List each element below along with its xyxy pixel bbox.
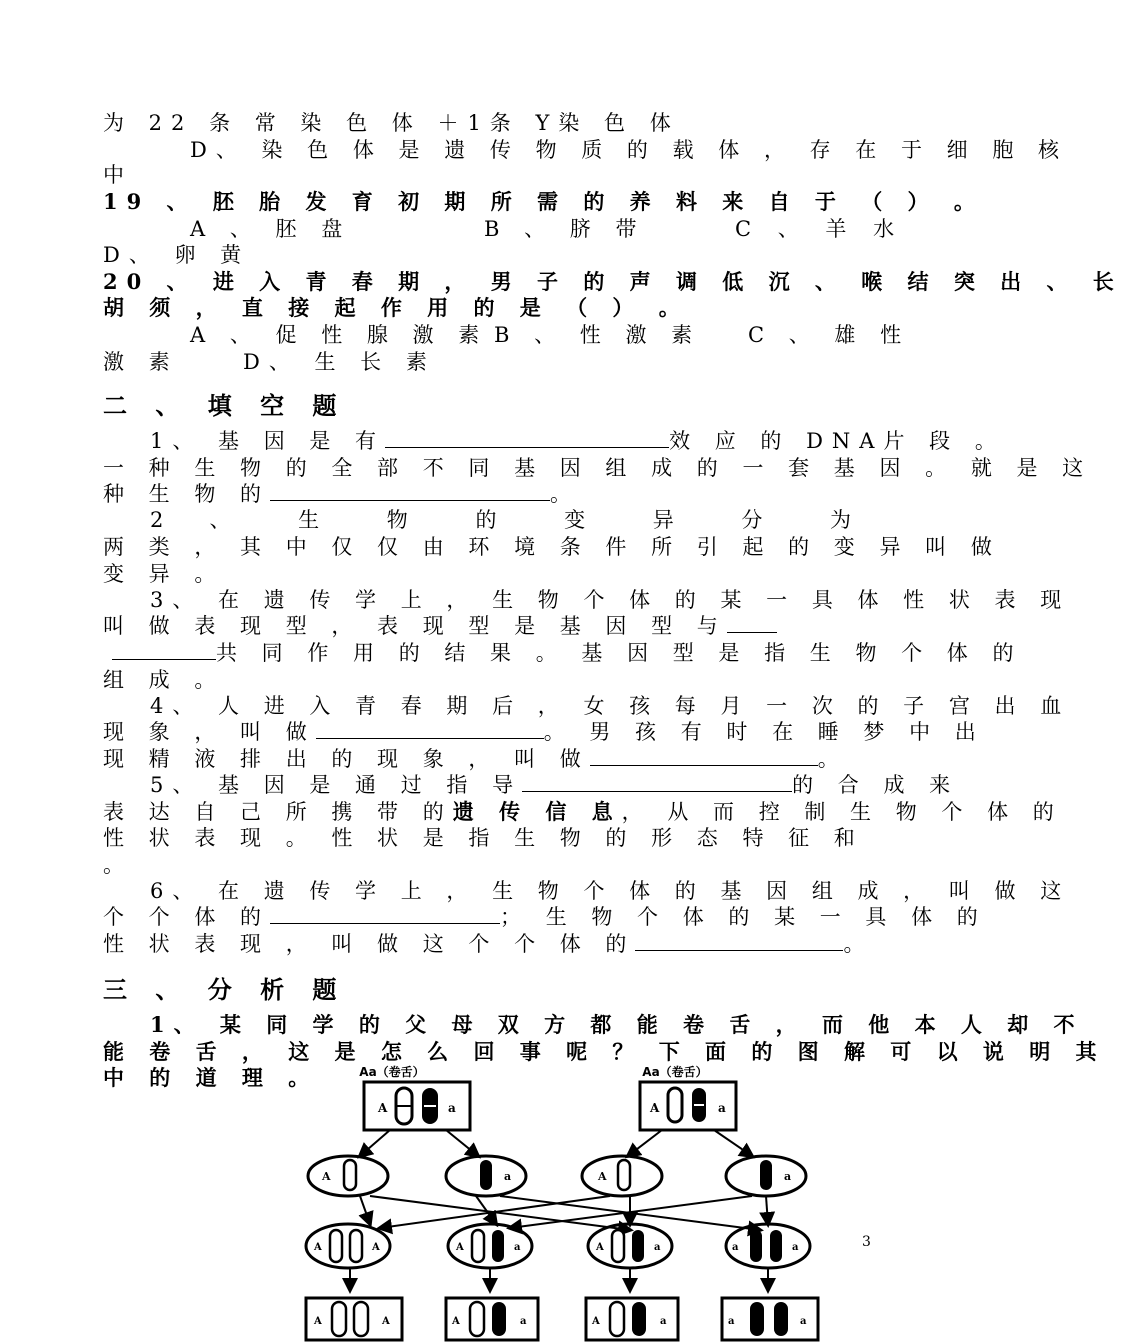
fill-2: 2 、 生 物 的 变 异 分 为 [150,508,860,532]
text-line: 为 22 条 常 染 色 体 ＋1条 Y染 色 体 [103,111,680,135]
page-number: 3 [862,1234,871,1250]
svg-text:a: a [784,1170,792,1183]
option-a: A 、 促 性 腺 激 素 [190,323,489,347]
fill-1: 1、 基 因 是 有 效 应 的 DNA片 段 。 [150,429,1005,453]
svg-text:a: a [800,1316,807,1327]
fill-4-cont: 现 象 ， 叫 做 。 男 孩 有 时 在 睡 梦 中 出 [103,720,985,744]
section-heading: 二 、 填 空 题 [103,391,347,420]
fill-4-cont: 现 精 液 排 出 的 现 象 ， 叫 做 。 [103,747,848,771]
fill-5-cont: 性 状 表 现 。 性 状 是 指 生 物 的 形 态 特 征 和 [103,826,864,850]
svg-text:a: a [448,1101,456,1115]
svg-text:A: A [372,1242,380,1253]
fill-6-cont: 个 个 体 的 ； 生 物 个 体 的 某 一 具 体 的 [103,905,987,929]
offspring-aa [722,1298,818,1340]
option-d: D、 生 长 素 [243,350,436,374]
fill-6-cont: 性 状 表 现 ， 叫 做 这 个 个 体 的 。 [103,932,874,956]
analysis-1-cont: 中 的 道 理 。 [103,1065,319,1090]
blank[interactable] [112,641,216,660]
option-b: B 、 性 激 素 [494,323,702,347]
parent-right-label: Aa（卷舌） [642,1065,708,1079]
analysis-1: 1、 某 同 学 的 父 母 双 方 都 能 卷 舌 ， 而 他 本 人 却 不 [150,1012,1084,1037]
option-d: D、 卵 黄 [103,243,251,267]
parent-left-box [364,1082,470,1130]
option-a: A 、 胚 盘 [190,217,352,241]
blank[interactable] [385,429,669,448]
zygote-aa [726,1224,810,1268]
svg-text:a: a [504,1170,512,1183]
blank[interactable] [590,747,818,766]
svg-text:A: A [456,1242,464,1253]
zygote-Aa-2 [588,1224,672,1268]
svg-text:a: a [520,1316,527,1327]
svg-text:A: A [314,1242,322,1253]
fill-3: 3、 在 遗 传 学 上 ， 生 物 个 体 的 某 一 具 体 性 状 表 现 [150,588,1071,612]
svg-text:A: A [322,1170,331,1183]
blank[interactable] [316,720,544,739]
fill-1-cont: 一 种 生 物 的 全 部 不 同 基 因 组 成 的 一 套 基 因 。 就 是 这 [103,456,1093,480]
parent-left-label: Aa（卷舌） [359,1065,425,1079]
zygote-Aa-1 [448,1224,532,1268]
fill-4: 4、 人 进 入 青 春 期 后 ， 女 孩 每 月 一 次 的 子 宫 出 血 [150,694,1071,718]
question-20: 20 、 进 入 青 春 期 ， 男 子 的 声 调 低 沉 、 喉 结 突 出 、 长 [103,269,1123,294]
svg-text:A: A [592,1316,600,1327]
svg-text:A: A [382,1316,390,1327]
blank[interactable] [270,905,500,924]
gamete-a-right [726,1156,806,1196]
svg-text:a: a [654,1242,661,1253]
svg-text:A: A [650,1101,660,1115]
gamete-A-right [582,1156,662,1196]
fill-3-cont: 共 同 作 用 的 结 果 。 基 因 型 是 指 生 物 个 体 的 [112,640,860,666]
svg-text:A: A [596,1242,604,1253]
offspring-AA [306,1298,402,1340]
svg-text:A: A [314,1316,322,1327]
fill-6: 6、 在 遗 传 学 上 ， 生 物 个 体 的 基 因 组 成 ， 叫 做 这 [150,879,1071,903]
analysis-1-cont: 能 卷 舌 ， 这 是 怎 么 回 事 呢 ？ 下 面 的 图 解 可 以 说 明 其 [103,1039,1106,1064]
fill-5: 5、 基 因 是 通 过 指 导 的 合 成 来 [150,773,960,797]
blank[interactable] [270,482,550,501]
text-line: 中 [103,163,133,187]
svg-text:A: A [598,1170,607,1183]
svg-text:a: a [732,1242,739,1253]
option-c: C 、 雄 性 [748,323,911,347]
svg-text:a: a [718,1101,726,1115]
inheritance-diagram [300,1062,840,1342]
gamete-a-left [446,1156,526,1196]
gamete-A-left [308,1156,388,1196]
svg-text:a: a [514,1242,521,1253]
fill-5-cont: 表 达 自 己 所 携 带 的遗 传 信 息， 从 而 控 制 生 物 个 体 的 [103,799,1063,824]
svg-text:a: a [728,1316,735,1327]
option-d: D、 染 色 体 是 遗 传 物 质 的 载 体 ， 存 在 于 细 胞 核 [190,138,1068,162]
zygote-AA [306,1224,390,1268]
question-20-cont: 胡 须 ， 直 接 起 作 用 的 是 （ ） 。 [103,295,689,320]
fill-1-cont: 种 生 物 的 。 [103,482,581,506]
option-b: B 、 脐 带 [484,217,646,241]
offspring-Aa-2 [586,1298,678,1340]
offspring-Aa-1 [446,1298,538,1340]
svg-text:a: a [792,1242,799,1253]
svg-text:A: A [452,1316,460,1327]
svg-text:a: a [660,1316,667,1327]
parent-right-box [640,1082,736,1130]
option-c-cont: 激 素 [103,350,179,374]
option-c: C 、 羊 水 [735,217,905,241]
fill-2-cont: 变 异 。 [103,562,225,586]
section-heading: 三 、 分 析 题 [103,975,347,1004]
fill-3-cont: 组 成 。 [103,668,225,692]
svg-text:A: A [378,1101,388,1115]
blank[interactable] [727,614,777,633]
question-19: 19 、 胚 胎 发 育 初 期 所 需 的 养 料 来 自 于 （ ） 。 [103,189,984,214]
fill-3-cont: 叫 做 表 现 型 ， 表 现 型 是 基 因 型 与 [103,613,777,639]
fill-5-cont: 。 [103,853,133,877]
fill-2-cont: 两 类 ， 其 中 仅 仅 由 环 境 条 件 所 引 起 的 变 异 叫 做 [103,535,1001,559]
blank[interactable] [635,932,843,951]
blank[interactable] [522,773,792,792]
